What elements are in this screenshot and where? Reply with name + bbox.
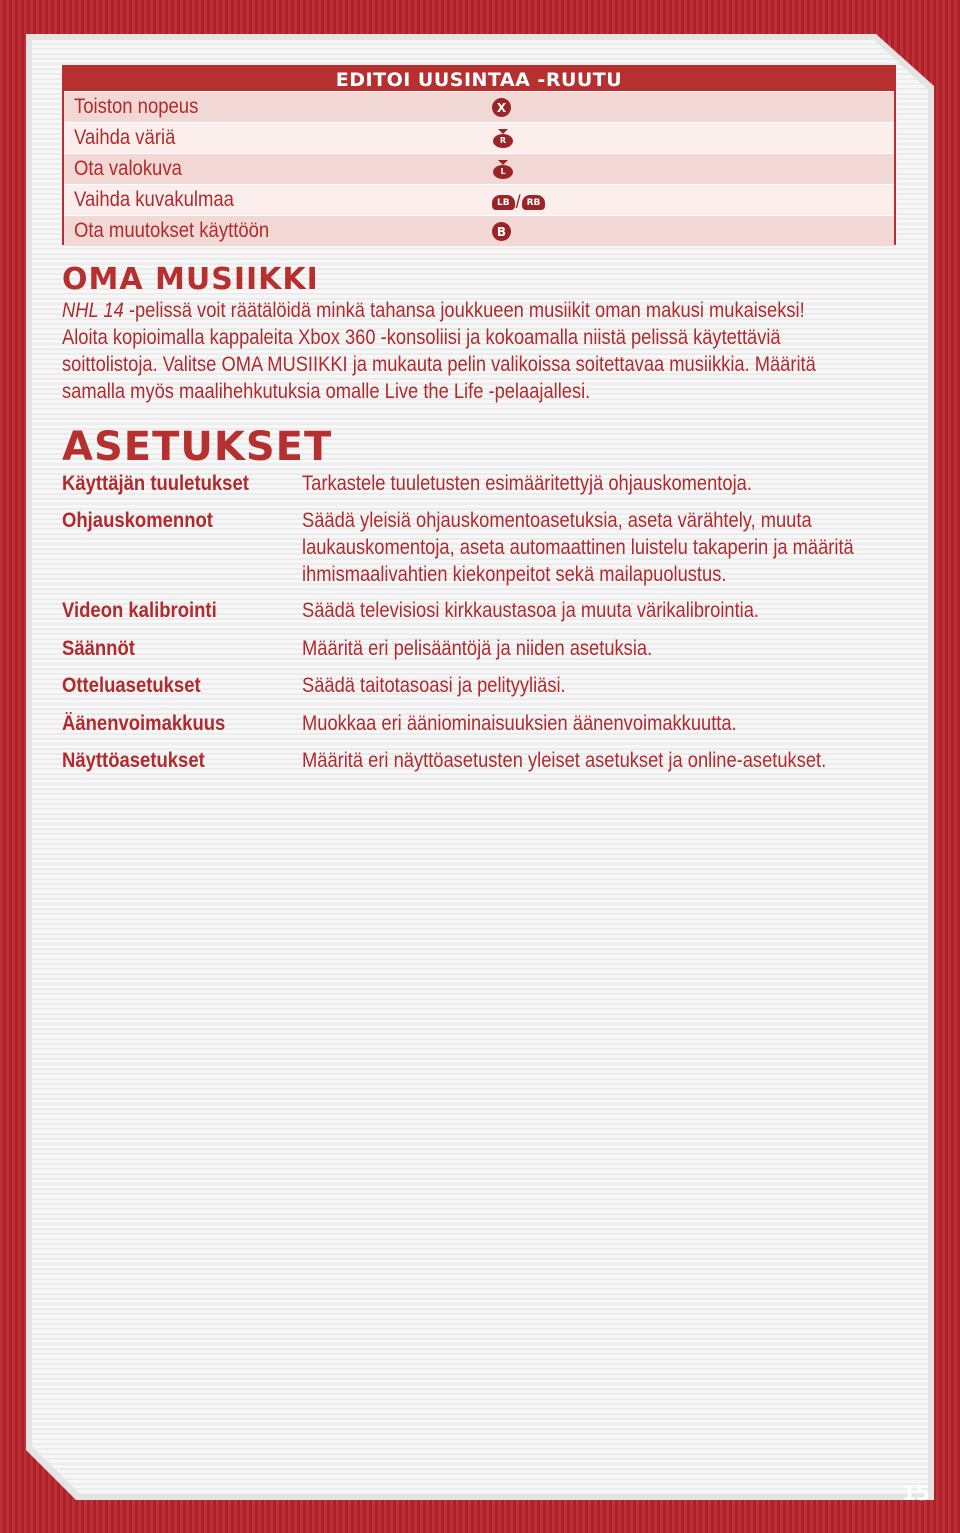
setting-label: Otteluasetukset [62, 674, 201, 697]
section-heading-music: OMA MUSIIKKI [62, 262, 319, 297]
table-row [64, 215, 894, 246]
setting-label: Käyttäjän tuuletukset [62, 472, 249, 495]
rb-bumper-icon: RB [522, 195, 546, 210]
left-stick-click-icon: L [492, 160, 514, 179]
paragraph-line: Aloita kopioimalla kappaleita Xbox 360 -konsoliisi ja kokoamalla niistä pelissä käytettäviä [62, 326, 781, 349]
control-label: Vaihda väriä [74, 126, 176, 149]
control-label: Toiston nopeus [74, 95, 199, 118]
paragraph-line: -pelissä voit räätälöidä minkä tahansa joukkueen musiikit oman makusi mukaiseksi! [123, 299, 805, 322]
setting-label: Säännöt [62, 637, 135, 660]
setting-description: Säädä televisiosi kirkkaustasoa ja muuta värikalibrointia. [302, 599, 760, 622]
music-paragraph [62, 297, 934, 405]
setting-description: Tarkastele tuuletusten esimääritettyjä ohjauskomentoja. [302, 472, 752, 495]
setting-description: Säädä yleisiä ohjauskomentoasetuksia, aseta värähtely, muuta laukauskomentoja, aseta automaattinen luistelu takaperin ja määritä ihmismaalivahtien kiekonpeitot sekä mailapuolustus. [302, 509, 854, 586]
table-row [64, 91, 894, 122]
setting-label: Videon kalibrointi [62, 599, 217, 622]
x-button-icon: X [492, 98, 511, 117]
setting-label: Äänenvoimakkuus [62, 712, 226, 735]
table-row [64, 153, 894, 184]
page-number: 15 [902, 1481, 930, 1505]
setting-description: Säädä taitotasoasi ja pelityyliäsi. [302, 674, 566, 697]
controls-table [62, 65, 896, 245]
setting-description: Määritä eri näyttöasetusten yleiset asetukset ja online-asetukset. [302, 749, 827, 772]
control-label: Ota muutokset käyttöön [74, 219, 270, 242]
controls-table-title: EDITOI UUSINTAA -RUUTU [64, 67, 894, 91]
section-heading-settings: ASETUKSET [62, 424, 333, 470]
b-button-icon: B [492, 222, 511, 241]
control-label: Ota valokuva [74, 157, 182, 180]
paragraph-line: samalla myös maalihehkutuksia omalle Live the Life -pelaajallesi. [62, 380, 591, 403]
control-label: Vaihda kuvakulmaa [74, 188, 234, 211]
game-name: NHL 14 [62, 299, 124, 322]
setting-description: Muokkaa eri ääniominaisuuksien äänenvoimakkuutta. [302, 712, 737, 735]
paragraph-line: soittolistoja. Valitse OMA MUSIIKKI ja mukauta pelin valikoissa soitettavaa musiikkia. Määritä [62, 353, 816, 376]
right-stick-click-icon: R [492, 129, 514, 148]
table-row: Vaihda kuvakulmaa LB / RB [64, 184, 894, 215]
lb-bumper-icon: LB [492, 195, 515, 210]
table-row [64, 122, 894, 153]
setting-label: Näyttöasetukset [62, 749, 205, 772]
setting-label: Ohjauskomennot [62, 509, 213, 532]
setting-description: Määritä eri pelisääntöjä ja niiden asetuksia. [302, 637, 653, 660]
